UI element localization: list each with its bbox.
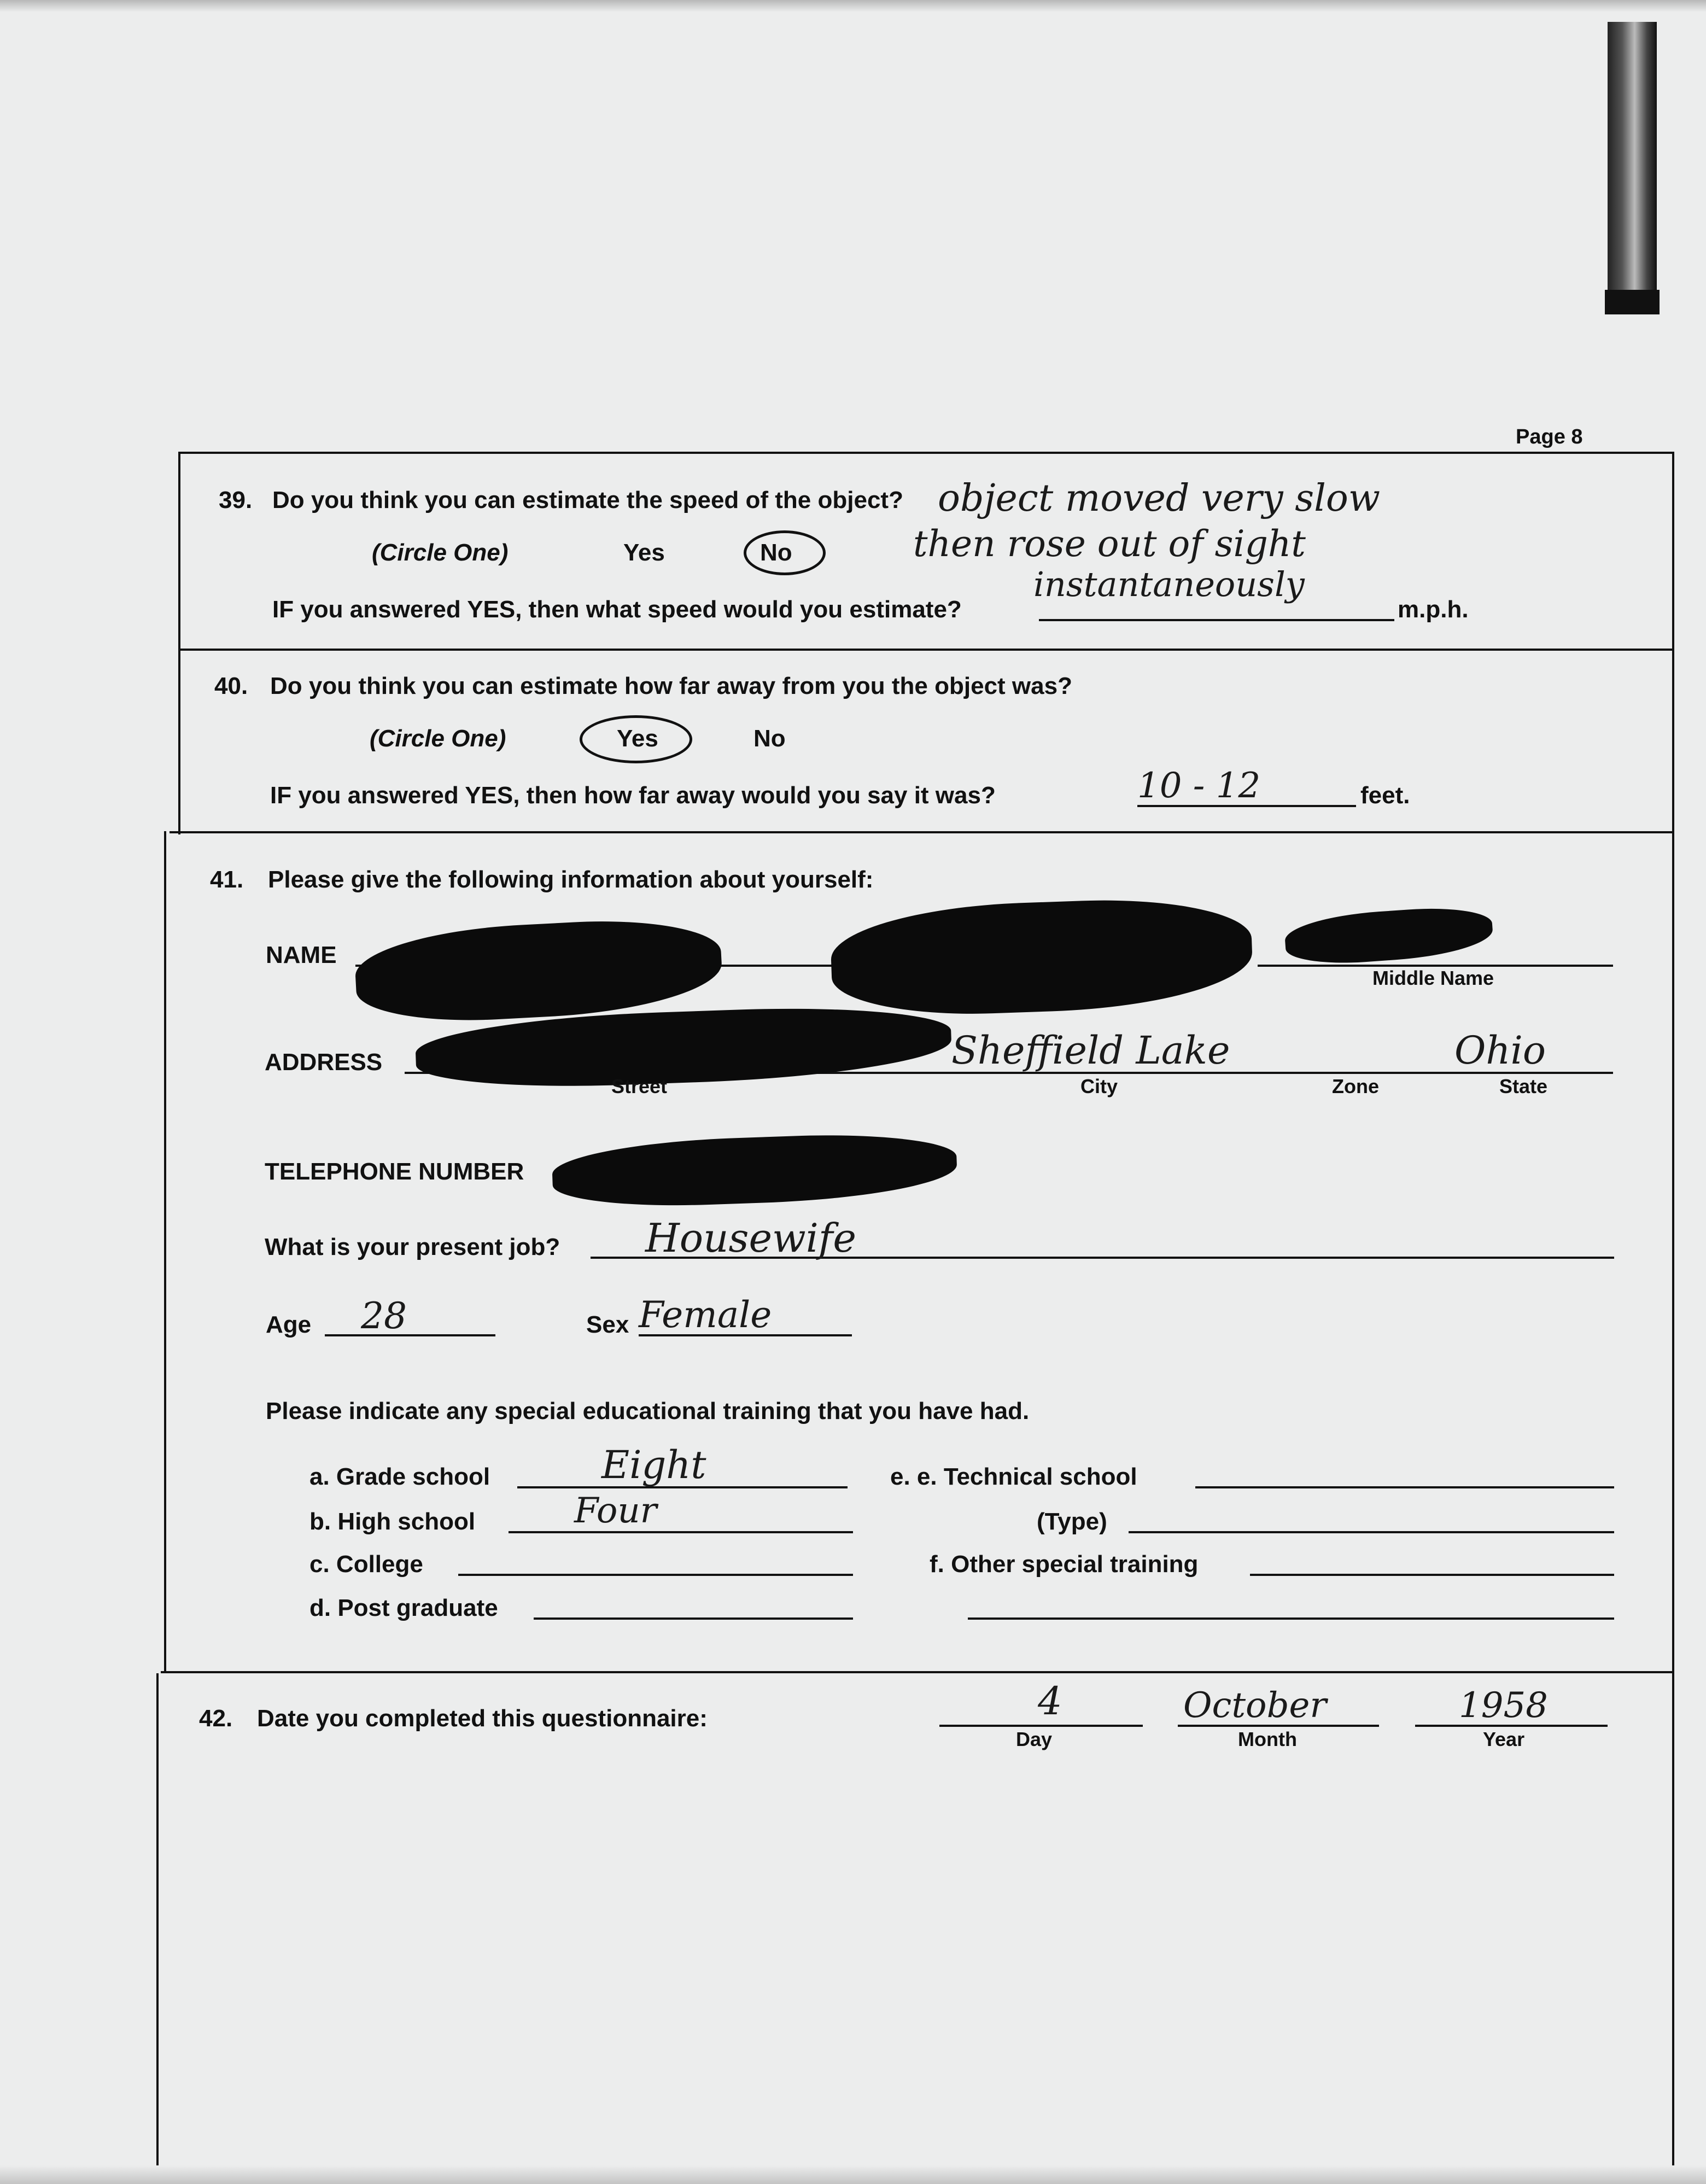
q39-number: 39. [219,487,253,513]
edu-b-line [509,1531,853,1533]
edu-d-line [534,1617,853,1620]
education-intro: Please indicate any special educational training that you have had. [266,1398,1030,1424]
q39-handwritten-3: instantaneously [1033,564,1305,604]
redacted-last-name [353,915,724,1027]
q39-yes[interactable]: Yes [623,539,665,566]
divider-40-41 [170,831,1673,833]
q42-month-caption: Month [1238,1728,1297,1750]
edu-f-line-2 [968,1617,1614,1620]
q39-no-circle [744,530,826,575]
frame-top [180,452,1674,454]
city-value: Sheffield Lake [951,1028,1230,1073]
q40-circle-one: (Circle One) [370,725,506,752]
name-label: NAME [266,942,337,968]
q39-handwritten-1: object moved very slow [938,477,1381,520]
q42-year-line [1415,1725,1608,1727]
frame-left-bottom [156,1673,159,2176]
q40-yes[interactable]: Yes [617,725,658,752]
redacted-telephone [551,1130,958,1210]
edu-e-label: e. e. Technical school [890,1463,1137,1490]
q39-speed-line [1039,619,1394,621]
bottom-shadow [0,2165,1706,2184]
q40-yes-circle [580,715,692,763]
edu-c-label: c. College [309,1551,423,1578]
edu-f-label: f. Other special training [930,1551,1199,1578]
q40-distance-value: 10 - 12 [1137,766,1261,806]
binder-mark [1608,22,1657,312]
edu-e-line [1195,1486,1614,1488]
age-value: 28 [361,1295,407,1337]
q42-month-value: October [1183,1685,1327,1726]
sex-value: Female [639,1294,772,1336]
q40-number: 40. [214,673,248,699]
state-value: Ohio [1454,1028,1546,1073]
age-label: Age [266,1311,312,1338]
frame-left-lower [164,831,166,1673]
street-caption: Street [611,1075,668,1097]
edu-d-label: d. Post graduate [309,1595,498,1621]
telephone-label: TELEPHONE NUMBER [265,1158,524,1185]
q40-unit: feet. [1360,782,1410,809]
redacted-middle-name [1283,904,1494,967]
q39-question: Do you think you can estimate the speed of the object? [272,487,903,513]
q42-number: 42. [199,1705,233,1732]
edu-type-line [1129,1531,1614,1533]
divider-41-42 [161,1671,1673,1673]
edu-f-line [1250,1574,1614,1576]
edu-type-label: (Type) [1037,1508,1107,1535]
age-line [325,1334,495,1336]
q42-month-line [1178,1725,1379,1727]
frame-right [1672,452,1674,2174]
job-label: What is your present job? [265,1234,560,1260]
edu-b-label: b. High school [309,1508,476,1535]
edu-c-line [458,1574,853,1576]
q39-no[interactable]: No [760,539,792,566]
q41-intro: Please give the following information about yourself: [268,866,874,893]
q42-year-caption: Year [1483,1728,1525,1750]
q41-number: 41. [210,866,244,893]
page-label: Page 8 [1516,425,1583,448]
divider-39-40 [178,649,1673,651]
q42-day-caption: Day [1016,1728,1053,1750]
binder-mark-foot [1605,290,1660,314]
sex-label: Sex [586,1311,629,1338]
q39-circle-one: (Circle One) [372,539,509,566]
q39-followup: IF you answered YES, then what speed would you estimate? [272,596,962,623]
address-label: ADDRESS [265,1049,383,1076]
redacted-first-name [829,895,1254,1019]
city-caption: City [1080,1075,1118,1097]
middle-name-caption: Middle Name [1372,967,1494,989]
edu-b-value: Four [574,1491,657,1531]
frame-left [178,452,180,834]
state-caption: State [1499,1075,1548,1097]
q40-no[interactable]: No [753,725,786,752]
zone-caption: Zone [1332,1075,1379,1097]
q40-question: Do you think you can estimate how far away from you the object was? [270,673,1072,699]
top-shadow [0,0,1706,12]
edu-a-value: Eight [601,1443,706,1487]
q42-question: Date you completed this questionnaire: [257,1705,708,1732]
q40-distance-line [1137,805,1356,807]
q40-followup: IF you answered YES, then how far away would you say it was? [270,782,996,809]
q39-unit: m.p.h. [1398,596,1469,623]
q39-handwritten-2: then rose out of sight [913,523,1306,565]
edu-a-label: a. Grade school [309,1463,490,1490]
q42-year-value: 1958 [1459,1685,1548,1726]
q42-day-line [939,1725,1143,1727]
q42-day-value: 4 [1038,1679,1062,1724]
job-value: Housewife [645,1215,856,1261]
